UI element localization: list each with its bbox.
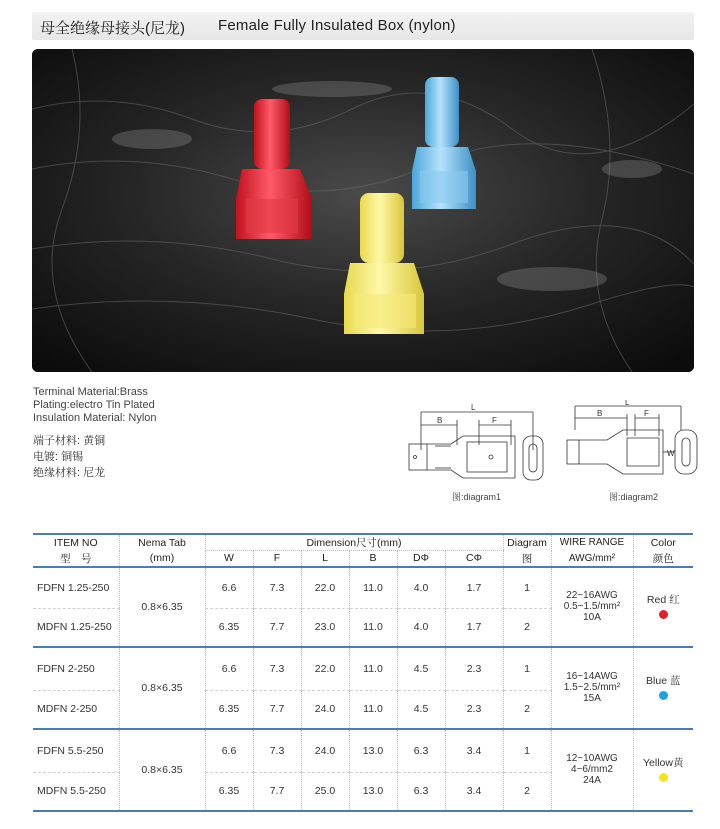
header-col-d: DΦ	[397, 551, 445, 567]
dim-d: 4.0	[397, 567, 445, 609]
spec-terminal-material: Terminal Material:Brass	[33, 386, 148, 398]
diagram-2-label-B: B	[597, 409, 603, 418]
dim-b: 11.0	[349, 691, 397, 729]
dim-b: 13.0	[349, 729, 397, 773]
wire-amps: 15A	[583, 693, 601, 704]
diagram-number: 2	[503, 691, 551, 729]
dim-d: 6.3	[397, 729, 445, 773]
dim-l: 23.0	[301, 609, 349, 647]
header-col-b: B	[349, 551, 397, 567]
dim-l: 24.0	[301, 729, 349, 773]
diagram-1-label-F: F	[492, 416, 497, 425]
diagram-number: 2	[503, 609, 551, 647]
dim-f: 7.7	[253, 691, 301, 729]
color-cell	[633, 567, 693, 647]
dim-f: 7.7	[253, 773, 301, 811]
color-cell	[633, 729, 693, 811]
color-label: Yellow黄	[643, 756, 684, 769]
color-label: Blue 蓝	[646, 674, 681, 687]
wire-range	[551, 647, 633, 729]
dim-b: 11.0	[349, 567, 397, 609]
item-no: MDFN 2-250	[33, 691, 119, 729]
dim-c: 1.7	[445, 609, 503, 647]
wire-amps: 24A	[583, 775, 601, 786]
spec-cn-terminal-material: 端子材料: 黄铜	[33, 435, 106, 447]
diagram-1	[405, 400, 555, 490]
diagram-2-caption: 图:diagram2	[609, 492, 659, 502]
diagram-1-drawing	[405, 400, 555, 485]
wire-mm: 4~6/mm2	[571, 764, 613, 775]
diagram-number: 1	[503, 567, 551, 609]
diagram-1-label-B: B	[437, 416, 443, 425]
header-color-cn: 颜色	[633, 551, 693, 567]
color-swatch-blue-icon	[659, 691, 668, 700]
dim-c: 2.3	[445, 647, 503, 691]
dim-w: 6.35	[205, 773, 253, 811]
header-diagram-cn: 图	[503, 551, 551, 567]
table-row	[33, 567, 693, 609]
dim-d: 4.5	[397, 647, 445, 691]
header-dimension: Dimension尺寸(mm)	[205, 534, 503, 551]
nema-tab: 0.8×6.35	[119, 567, 205, 647]
spec-table	[33, 533, 693, 812]
item-no: FDFN 1.25-250	[33, 567, 119, 609]
dim-w: 6.35	[205, 691, 253, 729]
dim-c: 2.3	[445, 691, 503, 729]
header-color: Color	[633, 534, 693, 551]
header-nema-unit: (mm)	[119, 551, 205, 567]
spec-plating: Plating:electro Tin Plated	[33, 399, 155, 411]
dim-c: 3.4	[445, 729, 503, 773]
header-col-c: CΦ	[445, 551, 503, 567]
dim-d: 4.5	[397, 691, 445, 729]
header-wire-range: WIRE RANGE	[551, 534, 633, 551]
wire-awg: 16~14AWG	[566, 671, 618, 682]
wire-mm: 0.5~1.5/mm²	[563, 601, 621, 612]
item-no: MDFN 5.5-250	[33, 773, 119, 811]
wire-mm: 1.5~2.5/mm²	[563, 682, 621, 693]
dim-c: 1.7	[445, 567, 503, 609]
color-swatch-yellow-icon	[659, 773, 668, 782]
item-no: MDFN 1.25-250	[33, 609, 119, 647]
header-col-l: L	[301, 551, 349, 567]
dim-f: 7.3	[253, 729, 301, 773]
diagram-number: 2	[503, 773, 551, 811]
table-header-row-1	[33, 534, 693, 551]
dim-w: 6.6	[205, 647, 253, 691]
color-swatch-red-icon	[659, 610, 668, 619]
table-row	[33, 729, 693, 773]
item-no: FDFN 2-250	[33, 647, 119, 691]
diagram-2-label-W: W	[667, 449, 675, 458]
header-item-no: ITEM NO	[33, 534, 119, 551]
dim-b: 11.0	[349, 647, 397, 691]
title-bar	[32, 12, 694, 40]
dim-l: 22.0	[301, 647, 349, 691]
dim-w: 6.6	[205, 567, 253, 609]
dim-l: 24.0	[301, 691, 349, 729]
spec-insulation-material: Insulation Material: Nylon	[33, 412, 157, 424]
diagram-1-caption: 图:diagram1	[452, 492, 502, 502]
dim-f: 7.3	[253, 647, 301, 691]
dim-d: 6.3	[397, 773, 445, 811]
diagram-number: 1	[503, 647, 551, 691]
dim-c: 3.4	[445, 773, 503, 811]
header-nema-tab: Nema Tab	[119, 534, 205, 551]
dim-b: 13.0	[349, 773, 397, 811]
dim-l: 22.0	[301, 567, 349, 609]
header-wire-unit: AWG/mm²	[551, 551, 633, 567]
item-no: FDFN 5.5-250	[33, 729, 119, 773]
page-title-cn: 母全绝缘母接头(尼龙)	[40, 20, 185, 37]
page-title-en: Female Fully Insulated Box (nylon)	[218, 17, 456, 34]
diagram-2-label-L: L	[625, 400, 630, 407]
diagram-2-drawing	[563, 400, 703, 485]
color-cell	[633, 647, 693, 729]
diagram-2	[563, 400, 703, 490]
table-row	[33, 647, 693, 691]
wire-amps: 10A	[583, 612, 601, 623]
color-label: Red 红	[646, 593, 680, 606]
wire-awg: 22~16AWG	[566, 590, 618, 601]
dim-w: 6.6	[205, 729, 253, 773]
dim-f: 7.7	[253, 609, 301, 647]
dim-w: 6.35	[205, 609, 253, 647]
header-item-no-cn: 型 号	[60, 552, 92, 565]
header-col-f: F	[253, 551, 301, 567]
nema-tab: 0.8×6.35	[119, 647, 205, 729]
header-diagram: Diagram	[503, 534, 551, 551]
dim-l: 25.0	[301, 773, 349, 811]
dim-f: 7.3	[253, 567, 301, 609]
header-col-w: W	[205, 551, 253, 567]
diagram-1-label-L: L	[471, 403, 476, 412]
wire-range	[551, 567, 633, 647]
diagram-2-label-F: F	[644, 409, 649, 418]
spec-cn-plating: 电镀: 铜锡	[33, 451, 84, 463]
table-header-row-2	[33, 551, 693, 567]
product-photo	[32, 49, 694, 372]
spec-cn-insulation-material: 绝缘材料: 尼龙	[33, 467, 106, 479]
diagram-number: 1	[503, 729, 551, 773]
wire-range	[551, 729, 633, 811]
wire-awg: 12~10AWG	[566, 753, 618, 764]
dim-d: 4.0	[397, 609, 445, 647]
product-photo-illustration	[32, 49, 694, 372]
nema-tab: 0.8×6.35	[119, 729, 205, 811]
dim-b: 11.0	[349, 609, 397, 647]
